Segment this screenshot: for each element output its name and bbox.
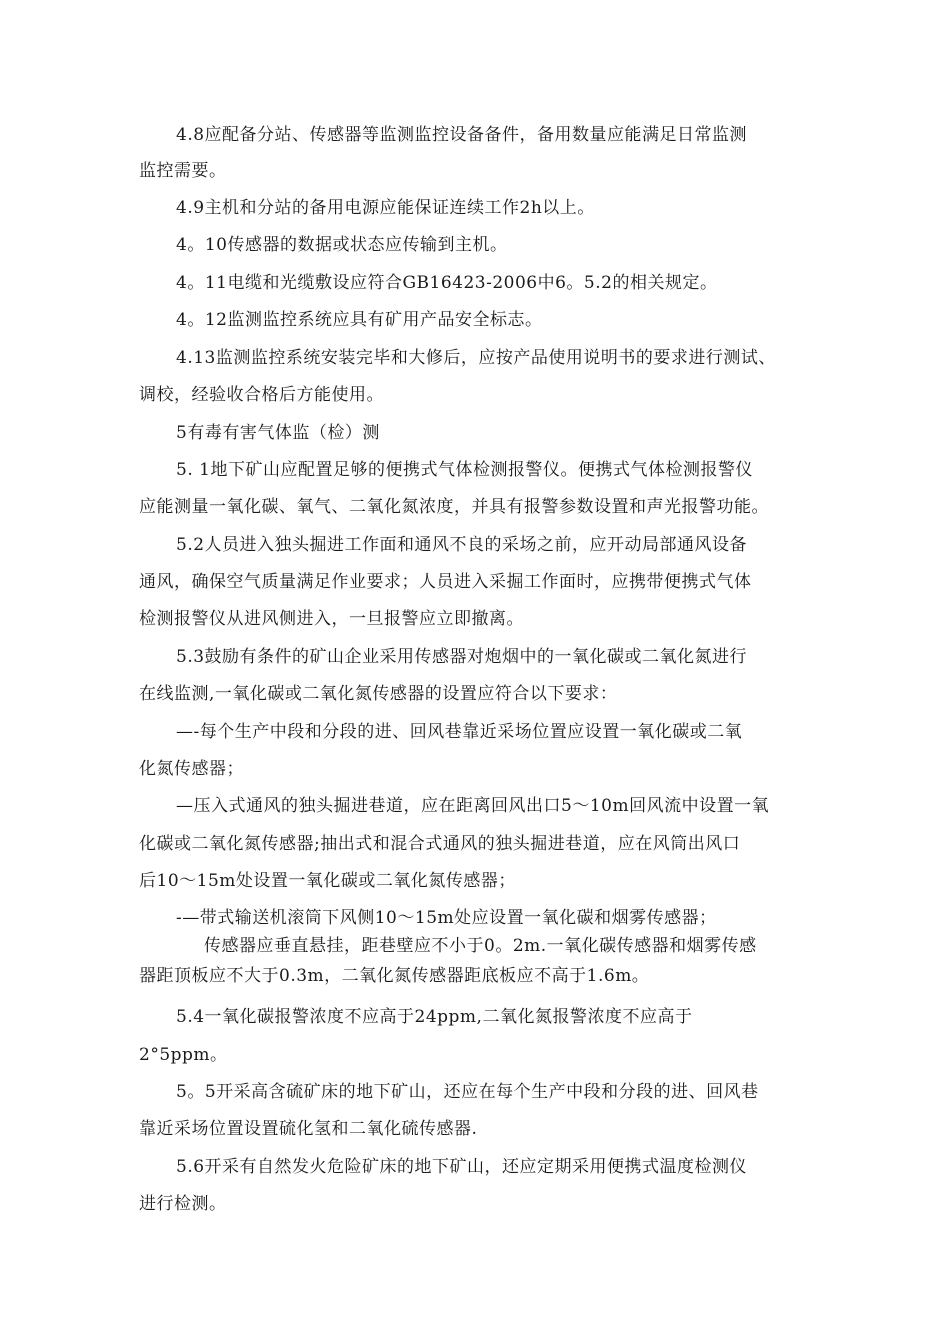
- text-line: —-每个生产中段和分段的进、回风巷靠近采场位置应设置一氧化碳或二氧: [176, 722, 743, 742]
- text-line: 5.4一氧化碳报警浓度不应高于24ppm,二氧化氮报警浓度不应高于: [176, 1007, 693, 1027]
- text-line: 化氮传感器；: [139, 759, 244, 779]
- text-line: 4。12监测监控系统应具有矿用产品安全标志。: [176, 310, 543, 330]
- text-line: 器距顶板应不大于0.3m，二氧化氮传感器距底板应不高于1.6m。: [139, 966, 650, 986]
- text-line: 5。5开采高含硫矿床的地下矿山，还应在每个生产中段和分段的进、回风巷: [176, 1082, 759, 1102]
- section-heading: 5有毒有害气体监（检）测: [176, 423, 380, 443]
- text-line: 传感器应垂直悬挂，距巷壁应不小于0。2m.一氧化碳传感器和烟雾传感: [204, 936, 757, 956]
- text-line: 进行检测。: [139, 1194, 227, 1214]
- text-line: 5.2人员进入独头掘进工作面和通风不良的采场之前，应开动局部通风设备: [176, 535, 748, 555]
- text-line: 在线监测,一氧化碳或二氧化氮传感器的设置应符合以下要求：: [139, 684, 618, 704]
- text-line: 后10〜15m处设置一氧化碳或二氧化氮传感器；: [139, 871, 516, 891]
- text-line: 2°5ppm。: [139, 1045, 228, 1065]
- text-line: 化碳或二氧化氮传感器;抽出式和混合式通风的独头掘进巷道，应在风筒出风口: [139, 834, 741, 854]
- text-line: 检测报警仪从进风侧进入，一旦报警应立即撤离。: [139, 609, 524, 629]
- text-line: 调校，经验收合格后方能使用。: [139, 385, 384, 405]
- text-line: 5.3鼓励有条件的矿山企业采用传感器对炮烟中的一氧化碳或二氧化氮进行: [176, 647, 748, 667]
- text-line: —压入式通风的独头掘进巷道，应在距离回风出口5〜10m回风流中设置一氧: [176, 796, 770, 816]
- text-line: 通风，确保空气质量满足作业要求；人员进入采掘工作面时，应携带便携式气体: [139, 572, 752, 592]
- text-line: -—带式输送机滚筒下风侧10〜15m处应设置一氧化碳和烟雾传感器；: [176, 908, 717, 928]
- text-line: 应能测量一氧化碳、氧气、二氧化氮浓度，并具有报警参数设置和声光报警功能。: [139, 497, 769, 517]
- text-line: 靠近采场位置设置硫化氢和二氧化硫传感器.: [139, 1119, 478, 1139]
- text-line: 4。11电缆和光缆敷设应符合GB16423-2006中6。5.2的相关规定。: [176, 273, 718, 293]
- text-line: 4。10传感器的数据或状态应传输到主机。: [176, 235, 508, 255]
- text-line: 4.13监测监控系统安装完毕和大修后，应按产品使用说明书的要求进行测试、: [176, 348, 776, 368]
- text-line: 5. 1地下矿山应配置足够的便携式气体检测报警仪。便携式气体检测报警仪: [176, 460, 753, 480]
- text-line: 监控需要。: [139, 161, 227, 181]
- text-line: 5.6开采有自然发火危险矿床的地下矿山，还应定期采用便携式温度检测仪: [176, 1157, 748, 1177]
- text-line: 4.8应配备分站、传感器等监测监控设备备件，备用数量应能满足日常监测: [176, 125, 748, 145]
- text-line: 4.9主机和分站的备用电源应能保证连续工作2h以上。: [176, 198, 595, 218]
